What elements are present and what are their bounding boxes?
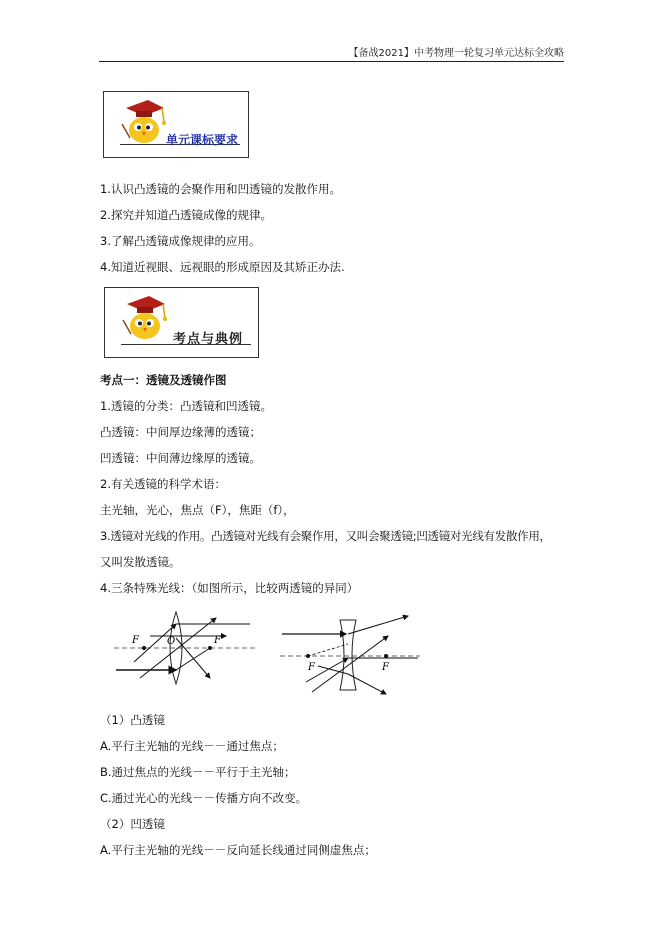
- convex-rule-a: A.平行主光轴的光线－－通过焦点；: [100, 739, 284, 753]
- convex-heading: （1）凸透镜: [100, 713, 165, 727]
- header-rule: [99, 61, 564, 62]
- requirement-1: 1.认识凸透镜的会聚作用和凹透镜的发散作用。: [100, 182, 341, 196]
- banner-key-points: [104, 287, 259, 358]
- section-line-2: 凸透镜：中间厚边缘薄的透镜；: [100, 425, 261, 439]
- mascot-icon: [119, 294, 169, 342]
- focus-right-label: F: [382, 662, 389, 673]
- requirement-3: 3.了解凸透镜成像规律的应用。: [100, 234, 261, 248]
- section-line-1: 1.透镜的分类：凸透镜和凹透镜。: [100, 399, 272, 413]
- convex-rule-c: C.通过光心的光线－－传播方向不改变。: [100, 791, 308, 805]
- concave-rule-a: A.平行主光轴的光线－－反向延长线通过同侧虚焦点；: [100, 843, 376, 857]
- banner-title: 考点与典例: [173, 332, 244, 347]
- banner-title: 单元课标要求: [166, 133, 239, 147]
- section-line-6: 3.透镜对光线的作用。凸透镜对光线有会聚作用，又叫会聚透镜;凹透镜对光线有发散作用，: [100, 529, 551, 543]
- requirement-4: 4.知道近视眼、远视眼的形成原因及其矫正办法.: [100, 260, 345, 274]
- focus-right-label: F: [214, 635, 221, 646]
- mascot-icon: [118, 98, 168, 146]
- section-line-7: 又叫发散透镜。: [100, 555, 181, 569]
- optical-center-label: O: [167, 636, 176, 647]
- focus-left-label: F: [308, 662, 315, 673]
- section-line-3: 凹透镜：中间薄边缘厚的透镜。: [100, 451, 261, 465]
- section-line-4: 2.有关透镜的科学术语：: [100, 477, 226, 491]
- section-line-8: 4.三条特殊光线：（如图所示，比较两透镜的异同）: [100, 581, 359, 595]
- section-heading: 考点一：透镜及透镜作图: [100, 373, 227, 387]
- concave-lens-diagram: [278, 614, 423, 696]
- banner-unit-requirements: [103, 91, 249, 158]
- focus-left-label: F: [132, 635, 139, 646]
- page-header: 【备战2021】中考物理一轮复习单元达标全攻略: [348, 48, 564, 59]
- convex-rule-b: B.通过焦点的光线－－平行于主光轴；: [100, 765, 296, 779]
- requirement-2: 2.探究并知道凸透镜成像的规律。: [100, 208, 272, 222]
- concave-heading: （2）凹透镜: [100, 817, 165, 831]
- concave-lens: [340, 620, 356, 690]
- convex-lens-diagram: [110, 608, 260, 688]
- section-line-5: 主光轴，光心，焦点（F），焦距（f），: [100, 503, 295, 517]
